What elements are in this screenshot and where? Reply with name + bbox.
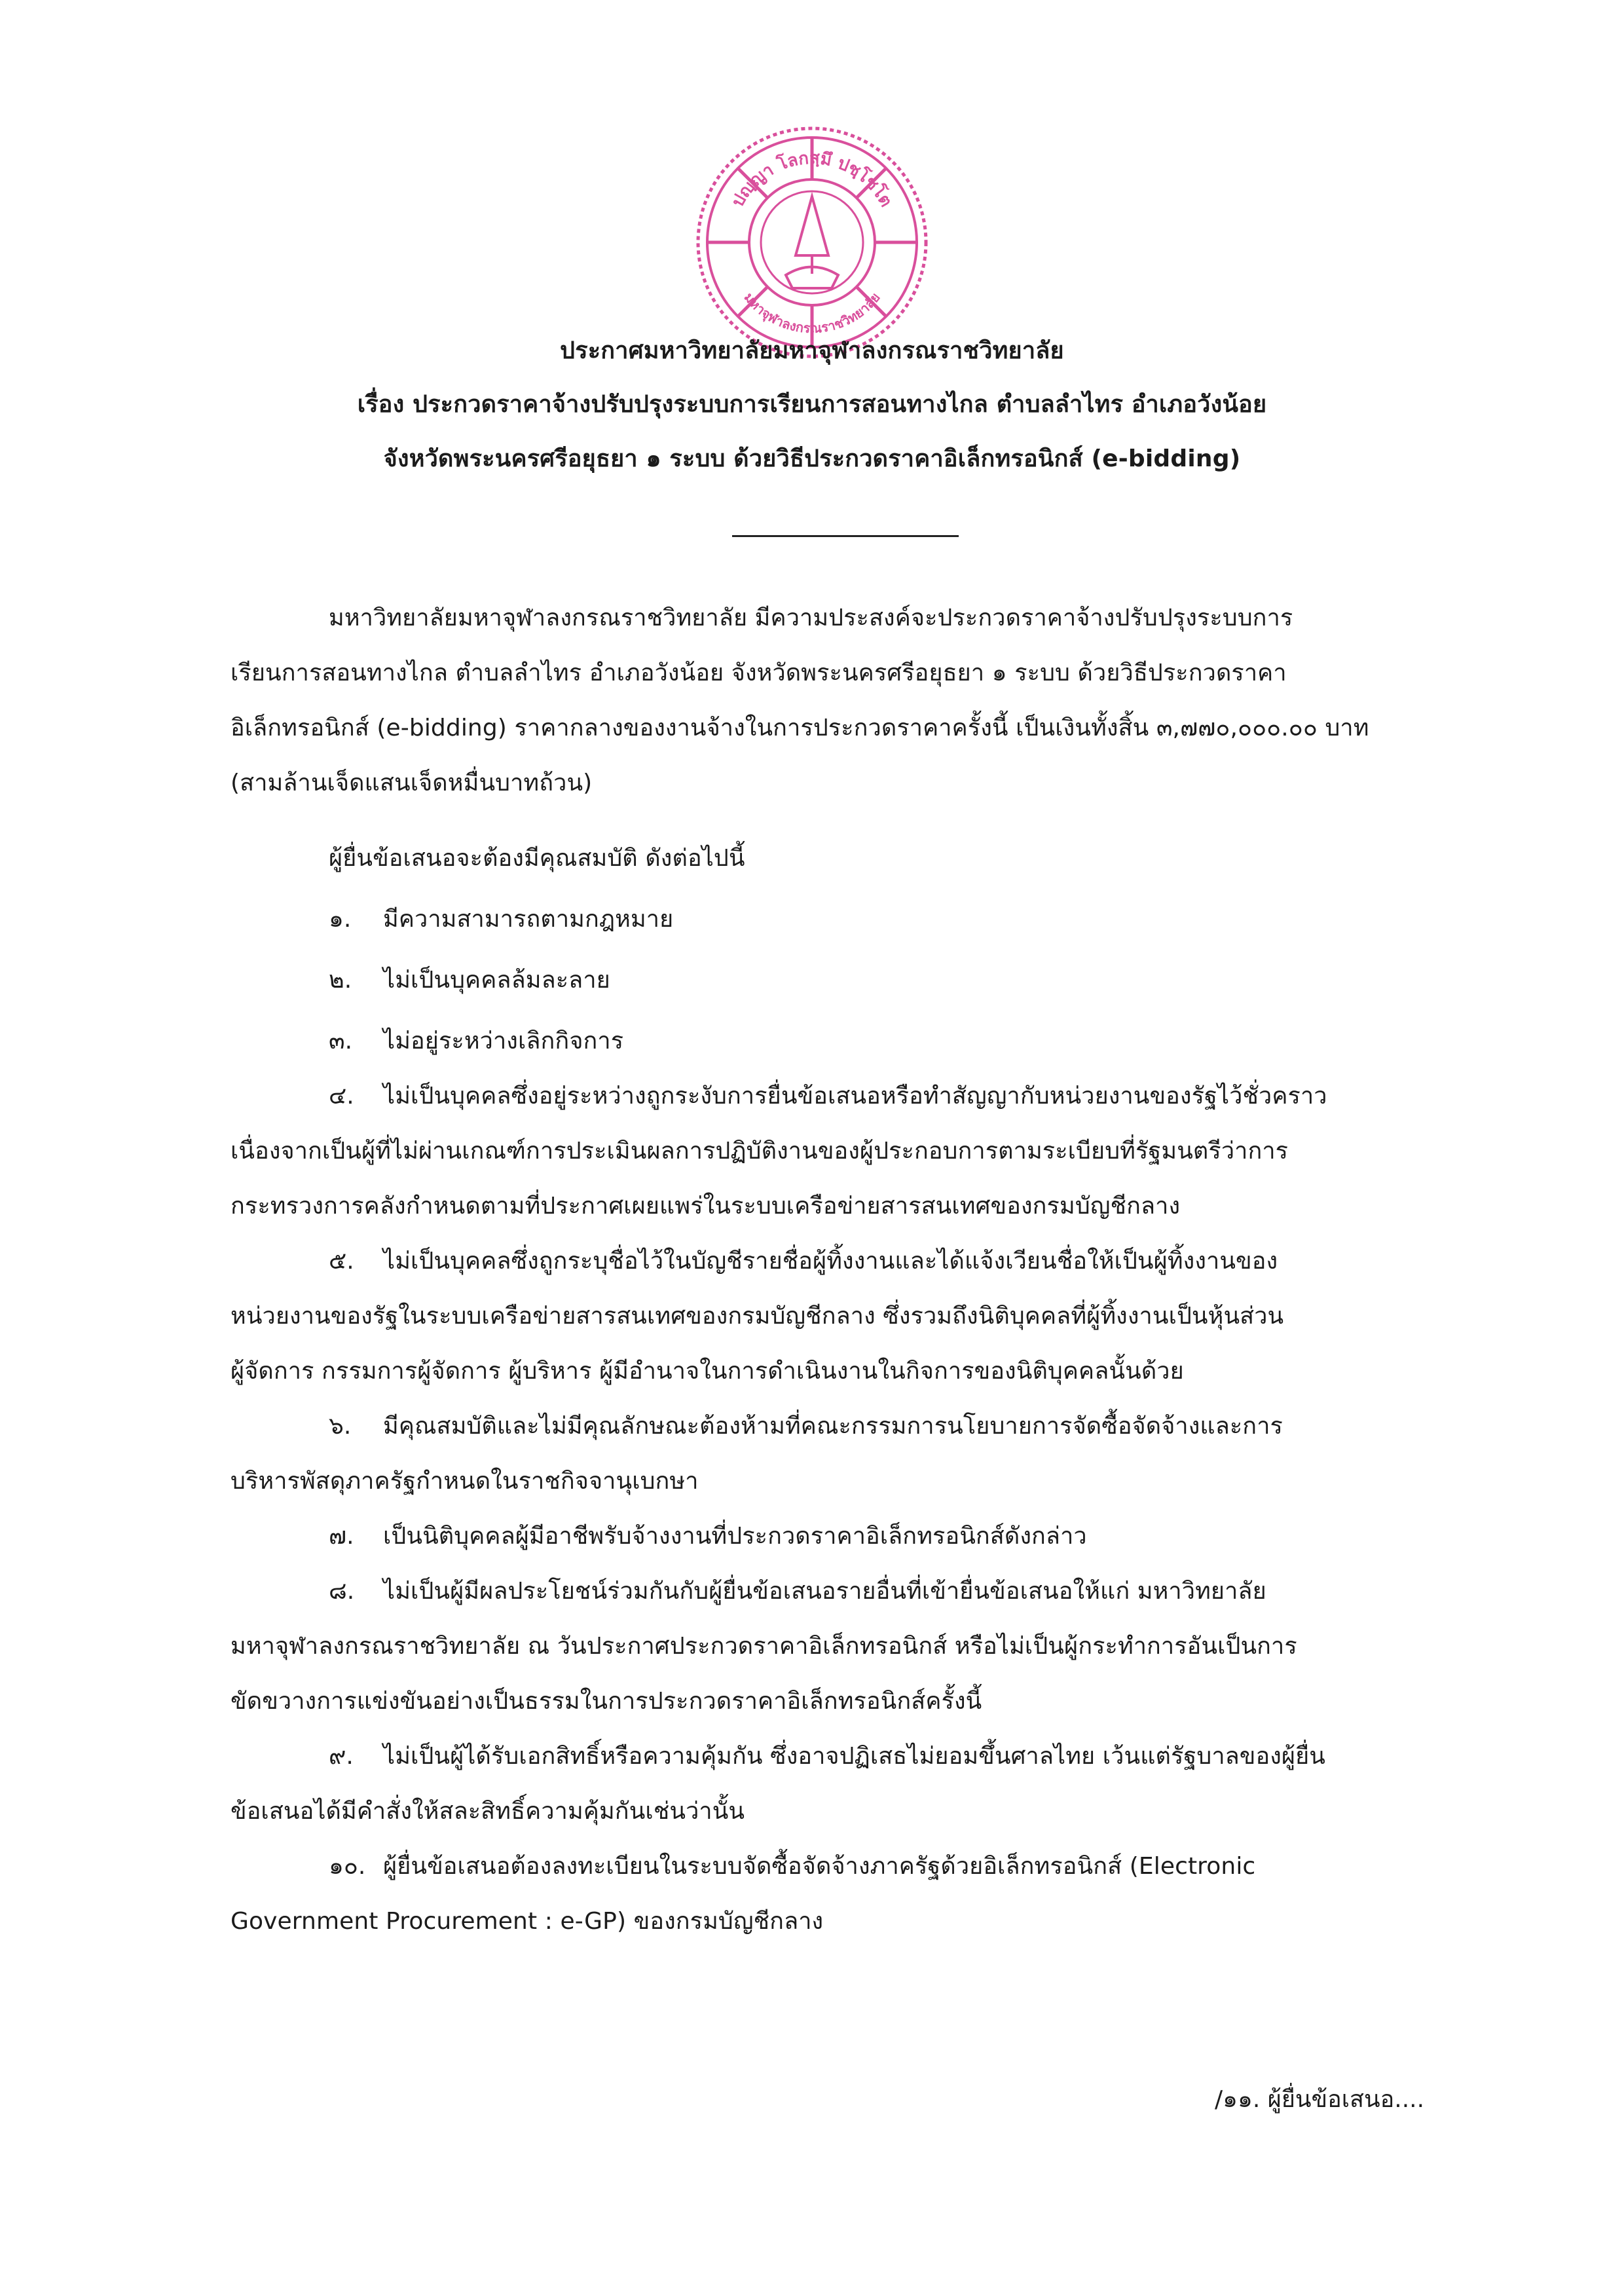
item-text: หน่วยงานของรัฐในระบบเครือข่ายสารสนเทศของกรมบัญชีกลาง ซึ่งรวมถึงนิติบุคคลที่ผู้ทิ้งงานเป็นหุ้นส่วน [231, 1303, 1284, 1330]
intro-line: อิเล็กทรอนิกส์ (e-bidding) ราคากลางของงานจ้างในการประกวดราคาครั้งนี้ เป็นเงินทั้งสิ้น ๓,๗๗๐,๐๐๐.๐๐ บาท [231, 715, 1369, 741]
intro-line: (สามล้านเจ็ดแสนเจ็ดหมื่นบาทถ้วน) [231, 770, 593, 796]
item-text: มีคุณสมบัติและไม่มีคุณลักษณะต้องห้ามที่คณะกรรมการนโยบายการจัดซื้อจัดจ้างและการ [383, 1413, 1283, 1440]
item-number: ๒. [329, 967, 352, 994]
item-text: Government Procurement : e-GP) ของกรมบัญชีกลาง [231, 1908, 824, 1935]
page-continuation-note: /๑๑. ผู้ยื่นข้อเสนอ.... [1215, 2086, 1425, 2113]
item-text: ผู้ยื่นข้อเสนอต้องลงทะเบียนในระบบจัดซื้อจัดจ้างภาครัฐด้วยอิเล็กทรอนิกส์ (Electronic [383, 1853, 1256, 1880]
item-text: กระทรวงการคลังกำหนดตามที่ประกาศเผยแพร่ในระบบเครือข่ายสารสนเทศของกรมบัญชีกลาง [231, 1193, 1181, 1220]
announcement-title: ประกาศมหาวิทยาลัยมหาจุฬาลงกรณราชวิทยาลัย [560, 337, 1064, 364]
item-number: ๘. [329, 1578, 355, 1605]
item-number: ๓. [329, 1028, 353, 1054]
title-divider [732, 535, 959, 537]
announcement-subject-line1: เรื่อง ประกวดราคาจ้างปรับปรุงระบบการเรียนการสอนทางไกล ตำบลลำไทร อำเภอวังน้อย [357, 391, 1267, 418]
item-number: ๖. [329, 1413, 352, 1440]
item-text: ไม่เป็นบุคคลล้มละลาย [383, 967, 610, 994]
intro-line: มหาวิทยาลัยมหาจุฬาลงกรณราชวิทยาลัย มีความประสงค์จะประกวดราคาจ้างปรับปรุงระบบการ [329, 605, 1293, 631]
item-text: มหาจุฬาลงกรณราชวิทยาลัย ณ วันประกาศประกวดราคาอิเล็กทรอนิกส์ หรือไม่เป็นผู้กระทำการอันเป็นการ [231, 1633, 1297, 1660]
item-text: ไม่อยู่ระหว่างเลิกกิจการ [383, 1028, 624, 1054]
item-text: ไม่เป็นบุคคลซึ่งถูกระบุชื่อไว้ในบัญชีรายชื่อผู้ทิ้งงานและได้แจ้งเวียนชื่อให้เป็นผู้ทิ้งงานของ [383, 1248, 1278, 1275]
item-text: เป็นนิติบุคคลผู้มีอาชีพรับจ้างงานที่ประกวดราคาอิเล็กทรอนิกส์ดังกล่าว [383, 1523, 1087, 1550]
qualification-intro: ผู้ยื่นข้อเสนอจะต้องมีคุณสมบัติ ดังต่อไปนี้ [329, 845, 745, 872]
item-text: มีความสามารถตามกฎหมาย [383, 906, 674, 933]
item-text: ไม่เป็นผู้ได้รับเอกสิทธิ์หรือความคุ้มกัน ซึ่งอาจปฏิเสธไม่ยอมขึ้นศาลไทย เว้นแต่รัฐบาลของผู้ยื่น [383, 1743, 1326, 1770]
item-text: บริหารพัสดุภาครัฐกำหนดในราชกิจจานุเบกษา [231, 1468, 699, 1495]
item-text: ไม่เป็นผู้มีผลประโยชน์ร่วมกันกับผู้ยื่นข้อเสนอรายอื่นที่เข้ายื่นข้อเสนอให้แก่ มหาวิทยาลัย [383, 1578, 1266, 1605]
item-text: ผู้จัดการ กรรมการผู้จัดการ ผู้บริหาร ผู้มีอำนาจในการดำเนินงานในกิจการของนิติบุคคลนั้นด้วย [231, 1358, 1184, 1385]
item-number: ๔. [329, 1083, 354, 1110]
university-seal-logo [694, 124, 930, 360]
item-text: เนื่องจากเป็นผู้ที่ไม่ผ่านเกณฑ์การประเมินผลการปฏิบัติงานของผู้ประกอบการตามระเบียบที่รัฐมนตรีว่าการ [231, 1138, 1289, 1165]
item-number: ๑. [329, 906, 352, 933]
item-number: ๙. [329, 1743, 354, 1770]
svg-text:ปญฺญา โลกสฺมึ ปชฺโชโต: ปญฺญา โลกสฺมึ ปชฺโชโต [728, 148, 896, 211]
item-text: ข้อเสนอได้มีคำสั่งให้สละสิทธิ์ความคุ้มกันเช่นว่านั้น [231, 1798, 745, 1825]
announcement-subject-line2: จังหวัดพระนครศรีอยุธยา ๑ ระบบ ด้วยวิธีประกวดราคาอิเล็กทรอนิกส์ (e-bidding) [383, 445, 1241, 472]
item-number: ๗. [329, 1523, 354, 1550]
item-number: ๕. [329, 1248, 354, 1275]
item-number: ๑๐. [329, 1853, 366, 1880]
svg-text:มหาจุฬาลงกรณราชวิทยาลัย: มหาจุฬาลงกรณราชวิทยาลัย [741, 289, 883, 337]
item-text: ไม่เป็นบุคคลซึ่งอยู่ระหว่างถูกระงับการยื่นข้อเสนอหรือทำสัญญากับหน่วยงานของรัฐไว้ชั่วคราว [383, 1083, 1327, 1110]
intro-line: เรียนการสอนทางไกล ตำบลลำไทร อำเภอวังน้อย จังหวัดพระนครศรีอยุธยา ๑ ระบบ ด้วยวิธีประกวดราคา [231, 660, 1287, 686]
item-text: ขัดขวางการแข่งขันอย่างเป็นธรรมในการประกวดราคาอิเล็กทรอนิกส์ครั้งนี้ [231, 1688, 982, 1715]
